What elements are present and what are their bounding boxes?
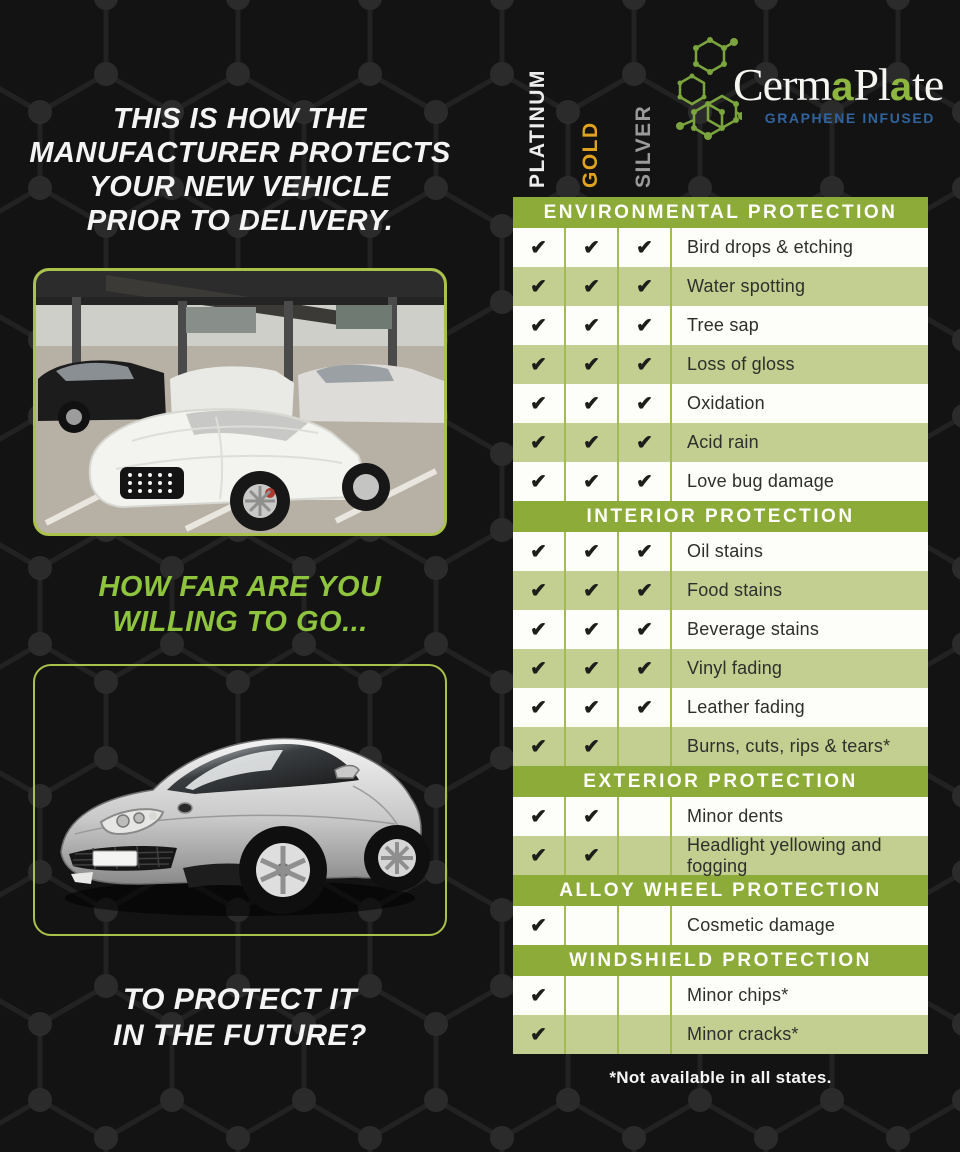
table-row <box>513 345 928 384</box>
empty-cell <box>619 906 672 945</box>
logo-part: te <box>912 59 944 110</box>
table-row <box>513 462 928 501</box>
sports-car-illustration <box>35 666 445 934</box>
question-text <box>23 570 457 640</box>
check-icon: ✔ <box>619 532 672 571</box>
closing-line: TO PROTECT IT <box>122 983 358 1016</box>
check-icon: ✔ <box>513 1015 566 1054</box>
logo-wordmark <box>733 58 943 111</box>
check-icon: ✔ <box>619 649 672 688</box>
check-icon: ✔ <box>619 571 672 610</box>
photo-wrapped-vehicle <box>33 268 447 536</box>
check-icon: ✔ <box>566 571 619 610</box>
empty-cell <box>619 797 672 836</box>
table-row <box>513 384 928 423</box>
row-label: Bird drops & etching <box>687 237 854 257</box>
row-label: Loss of gloss <box>687 354 795 374</box>
row-label: Love bug damage <box>687 471 835 491</box>
logo-tagline: GRAPHENE INFUSED <box>764 110 935 126</box>
illustration-sports-car <box>33 664 447 936</box>
row-label: Minor chips* <box>687 985 789 1005</box>
table-row <box>513 727 928 766</box>
table-row <box>513 532 928 571</box>
check-icon: ✔ <box>619 688 672 727</box>
headline <box>23 102 457 238</box>
table-row <box>513 649 928 688</box>
row-label: Food stains <box>687 580 783 600</box>
row-label: Water spotting <box>687 276 806 296</box>
check-icon: ✔ <box>619 384 672 423</box>
table-row <box>513 610 928 649</box>
table-row <box>513 571 928 610</box>
closing-text <box>23 982 457 1054</box>
section-header: WINDSHIELD PROTECTION <box>513 945 928 976</box>
check-icon: ✔ <box>566 462 619 501</box>
check-icon: ✔ <box>566 532 619 571</box>
check-icon: ✔ <box>566 267 619 306</box>
check-icon: ✔ <box>619 306 672 345</box>
row-label: Minor dents <box>687 806 784 826</box>
check-icon: ✔ <box>513 906 566 945</box>
check-icon: ✔ <box>513 649 566 688</box>
table-row <box>513 1015 928 1054</box>
check-icon: ✔ <box>513 423 566 462</box>
check-icon: ✔ <box>566 306 619 345</box>
check-icon: ✔ <box>619 345 672 384</box>
row-label: Leather fading <box>687 697 805 717</box>
row-label: Headlight yellowing and fogging <box>687 834 882 876</box>
check-icon: ✔ <box>566 384 619 423</box>
row-label: Minor cracks* <box>687 1024 799 1044</box>
check-icon: ✔ <box>566 228 619 267</box>
check-icon: ✔ <box>513 345 566 384</box>
plan-label-silver: SILVER <box>632 104 655 188</box>
table-row <box>513 976 928 1015</box>
table-row <box>513 306 928 345</box>
check-icon: ✔ <box>566 423 619 462</box>
table-row <box>513 423 928 462</box>
closing-line: IN THE FUTURE? <box>113 1019 367 1052</box>
section-header: EXTERIOR PROTECTION <box>513 766 928 797</box>
section-header: ALLOY WHEEL PROTECTION <box>513 875 928 906</box>
logo-part-accent: a <box>831 65 854 109</box>
check-icon: ✔ <box>513 976 566 1015</box>
check-icon: ✔ <box>566 836 619 875</box>
headline-line: THIS IS HOW THE <box>113 103 367 135</box>
empty-cell <box>619 836 672 875</box>
headline-line: YOUR NEW VEHICLE <box>89 171 391 203</box>
check-icon: ✔ <box>513 727 566 766</box>
section-header: INTERIOR PROTECTION <box>513 501 928 532</box>
row-label: Tree sap <box>687 315 759 335</box>
graphene-molecule-icon <box>672 34 742 146</box>
row-label: Cosmetic damage <box>687 915 836 935</box>
check-icon: ✔ <box>513 462 566 501</box>
check-icon: ✔ <box>513 228 566 267</box>
table-row <box>513 906 928 945</box>
check-icon: ✔ <box>513 797 566 836</box>
headline-line: MANUFACTURER PROTECTS <box>29 137 451 169</box>
check-icon: ✔ <box>513 836 566 875</box>
row-label: Oil stains <box>687 541 764 561</box>
table-row <box>513 836 928 875</box>
row-label: Burns, cuts, rips & tears* <box>687 736 891 756</box>
plan-label-gold: GOLD <box>579 121 602 188</box>
check-icon: ✔ <box>566 727 619 766</box>
footnote: *Not available in all states. <box>609 1068 832 1087</box>
check-icon: ✔ <box>513 688 566 727</box>
row-label: Oxidation <box>687 393 765 413</box>
check-icon: ✔ <box>513 306 566 345</box>
table-row <box>513 688 928 727</box>
check-icon: ✔ <box>619 610 672 649</box>
check-icon: ✔ <box>566 649 619 688</box>
headline-line: PRIOR TO DELIVERY. <box>86 205 394 237</box>
section-header: ENVIRONMENTAL PROTECTION <box>513 197 928 228</box>
empty-cell <box>566 1015 619 1054</box>
row-label: Beverage stains <box>687 619 820 639</box>
empty-cell <box>619 976 672 1015</box>
check-icon: ✔ <box>619 462 672 501</box>
comparison-table <box>513 197 928 1054</box>
check-icon: ✔ <box>513 532 566 571</box>
question-line: HOW FAR ARE YOU <box>98 571 382 603</box>
check-icon: ✔ <box>619 228 672 267</box>
check-icon: ✔ <box>619 423 672 462</box>
logo-part-accent: a <box>889 65 913 109</box>
empty-cell <box>619 727 672 766</box>
row-label: Acid rain <box>687 432 759 452</box>
empty-cell <box>566 976 619 1015</box>
table-row <box>513 228 928 267</box>
check-icon: ✔ <box>513 571 566 610</box>
empty-cell <box>619 1015 672 1054</box>
check-icon: ✔ <box>566 610 619 649</box>
check-icon: ✔ <box>513 384 566 423</box>
wrapped-vehicle-illustration <box>36 271 444 533</box>
row-label: Vinyl fading <box>687 658 783 678</box>
empty-cell <box>566 906 619 945</box>
check-icon: ✔ <box>566 345 619 384</box>
question-line: WILLING TO GO... <box>112 606 368 638</box>
check-icon: ✔ <box>619 267 672 306</box>
logo-part: Cerm <box>733 59 832 110</box>
check-icon: ✔ <box>513 267 566 306</box>
check-icon: ✔ <box>513 610 566 649</box>
check-icon: ✔ <box>566 797 619 836</box>
logo-part: Pl <box>853 59 890 110</box>
plan-label-platinum: PLATINUM <box>526 69 549 188</box>
table-row <box>513 267 928 306</box>
table-row <box>513 797 928 836</box>
check-icon: ✔ <box>566 688 619 727</box>
